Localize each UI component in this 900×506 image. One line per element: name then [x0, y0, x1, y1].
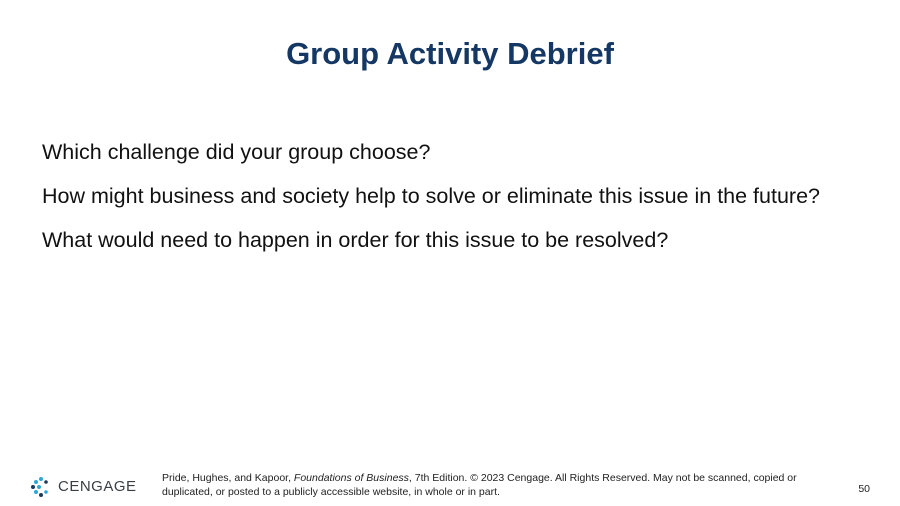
copyright-notice — [162, 472, 812, 499]
copyright-suffix: , 7th Edition. © 2023 Cengage. All Rights Reserved. May not be scanned, copied or duplicated, or posted to a publicly accessible website, in whole or in part. — [162, 472, 797, 498]
book-title: Foundations of Business — [293, 472, 409, 484]
copyright-prefix: Pride, Hughes, and Kapoor, — [162, 472, 294, 484]
question-item: Which challenge did your group choose? — [42, 140, 431, 164]
question-item: How might business and society help to solve or eliminate this issue in the future? — [42, 184, 820, 208]
slide-title: Group Activity Debrief — [286, 36, 614, 71]
cengage-logo — [30, 474, 137, 500]
page-number: 50 — [858, 483, 870, 495]
logo-text: CENGAGE — [58, 478, 137, 495]
question-list — [42, 138, 882, 270]
question-item: What would need to happen in order for this issue to be resolved? — [42, 228, 669, 252]
cengage-logo-icon — [30, 476, 52, 498]
